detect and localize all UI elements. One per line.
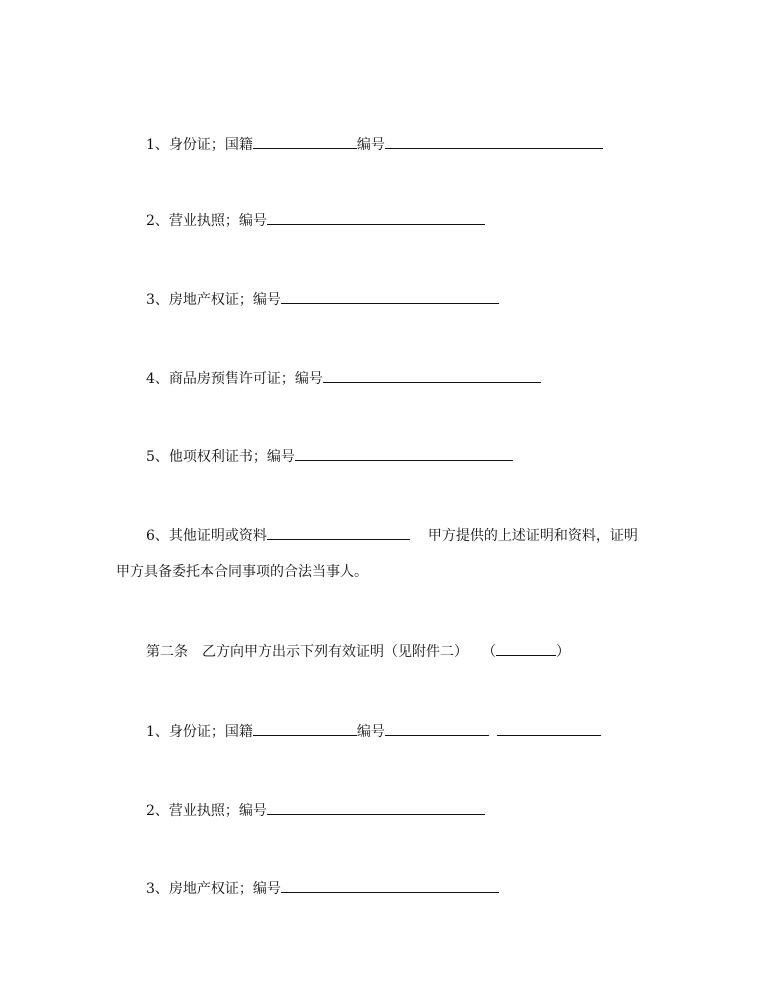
party-b-number-label: 编号 — [356, 724, 385, 740]
nationality-blank[interactable] — [253, 134, 357, 149]
other-rights-label: 5、他项权利证书；编号 — [146, 449, 295, 465]
article-two-title: 第二条 — [146, 644, 188, 660]
party-b-business-license-blank[interactable] — [267, 800, 485, 815]
business-license-label: 2、营业执照；编号 — [146, 213, 267, 229]
presale-permit-line — [146, 368, 541, 386]
paren-open: （ — [482, 644, 496, 660]
attachment-blank[interactable] — [496, 641, 556, 656]
party-b-business-license-label: 2、营业执照；编号 — [146, 803, 267, 819]
party-b-id-card-line — [146, 721, 601, 739]
continuation-line — [116, 563, 368, 581]
id-number-blank[interactable] — [385, 134, 603, 149]
party-b-business-license-line — [146, 800, 485, 818]
party-b-property-cert-blank[interactable] — [281, 878, 499, 893]
property-cert-line — [146, 289, 499, 307]
party-b-extra-blank[interactable] — [497, 721, 601, 736]
other-docs-line — [146, 525, 638, 543]
continuation-text: 甲方具备委托本合同事项的合法当事人。 — [116, 564, 368, 580]
article-two-text: 乙方向甲方出示下列有效证明（见附件二） — [202, 644, 468, 660]
id-card-line — [146, 134, 603, 152]
party-b-property-cert-label: 3、房地产权证；编号 — [146, 881, 281, 897]
party-b-nationality-blank[interactable] — [253, 721, 357, 736]
other-rights-line — [146, 446, 513, 464]
other-docs-label: 6、其他证明或资料 — [146, 528, 267, 544]
other-rights-blank[interactable] — [295, 446, 513, 461]
other-docs-tail: 甲方提供的上述证明和资料，证明 — [427, 528, 638, 544]
business-license-blank[interactable] — [267, 210, 485, 225]
business-license-line — [146, 210, 485, 228]
presale-permit-label: 4、商品房预售许可证；编号 — [146, 371, 323, 387]
property-cert-blank[interactable] — [281, 289, 499, 304]
other-docs-blank[interactable] — [267, 525, 410, 540]
property-cert-label: 3、房地产权证；编号 — [146, 292, 281, 308]
party-b-property-cert-line — [146, 878, 499, 896]
paren-close: ） — [556, 644, 570, 660]
article-two-heading — [146, 641, 570, 659]
number-label: 编号 — [356, 137, 385, 153]
party-b-id-card-label: 1、身份证；国籍 — [146, 724, 253, 740]
id-card-label: 1、身份证；国籍 — [146, 137, 253, 153]
presale-permit-blank[interactable] — [323, 368, 541, 383]
party-b-id-number-blank[interactable] — [385, 721, 489, 736]
